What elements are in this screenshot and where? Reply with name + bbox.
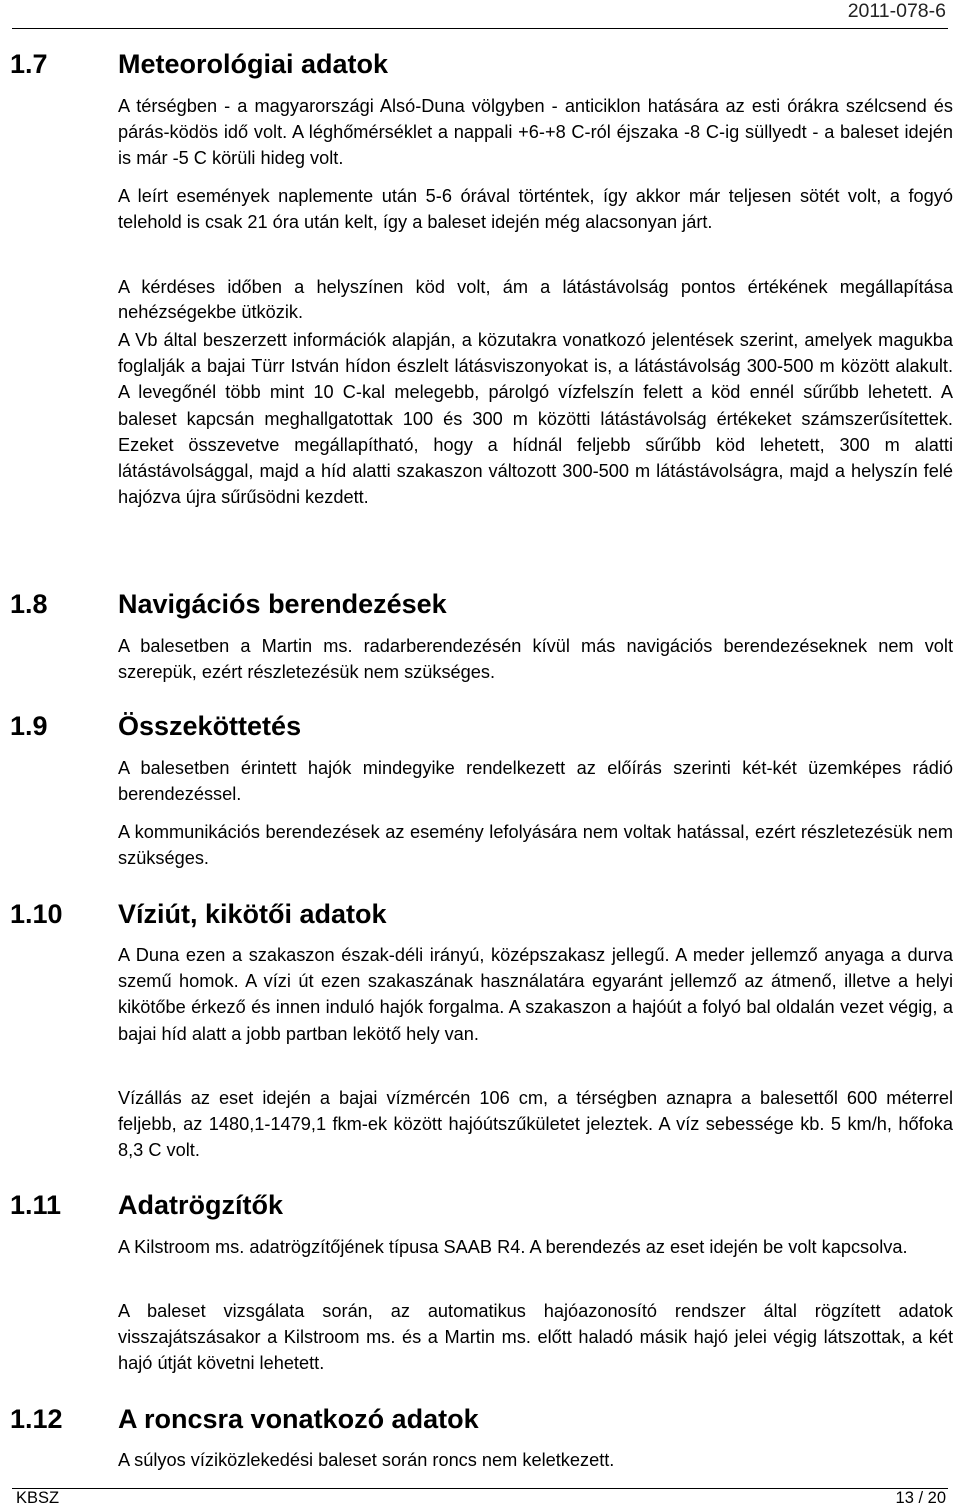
page-number: 13 / 20	[895, 1489, 946, 1507]
section-title: Víziút, kikötői adatok	[118, 899, 387, 929]
section-number: 1.10	[10, 899, 63, 929]
paragraph: A Vb által beszerzett információk alapján, a közutakra vonatkozó jelentések szerint, amelyek magukba foglalják a bajai Türr István hídon észlelt látásviszonyokat is, a látástávolság 300-500 m között alakult. A levegőnél több mint 10 C-kal melegebb, párolgó vízfelszín felett a köd ennél sűrűbb lehetett. A baleset kapcsán meghallgatottak 100 és 300 m közötti látástávolság értékeket számszerűsítettek. Ezeket összevetve megállapítható, hogy a hídnál feljebb sűrűbb köd lehetett, 300 m alatti látástávolsággal, majd a híd alatti szakaszon változott 300-500 m látástávolságra, majd a helyszín felé hajózva újra sűrűsödni kezdett.	[118, 330, 953, 508]
section-heading	[10, 1403, 479, 1435]
section-number: 1.9	[10, 711, 48, 741]
paragraph: A kérdéses időben a helyszínen köd volt, ám a látástávolság pontos értékének megállapítása nehézségekbe ütközik.	[118, 277, 953, 322]
paragraph: A balesetben érintett hajók mindegyike rendelkezett az előírás szerinti két-két üzemképes rádió berendezéssel.	[118, 758, 953, 805]
doc-id: 2011-078-6	[847, 0, 946, 22]
paragraph: A baleset vizsgálata során, az automatikus hajóazonosító rendszer által rögzített adatok visszajátszásakor a Kilstroom ms. és a Martin ms. előtt haladó másik hajó jelei végig látszottak, a két hajó útját követni lehetett.	[118, 1301, 953, 1374]
section-title: Meteorológiai adatok	[118, 49, 389, 79]
section-number: 1.8	[10, 589, 48, 619]
section-heading	[10, 48, 388, 80]
paragraph: A súlyos víziközlekedési baleset során roncs nem keletkezett.	[118, 1450, 615, 1470]
footer-rule	[12, 1488, 948, 1489]
section-number: 1.11	[10, 1190, 62, 1220]
section-title: Összeköttetés	[118, 711, 302, 741]
paragraph: A Kilstroom ms. adatrögzítőjének típusa SAAB R4. A berendezés az eset idején be volt kapcsolva.	[118, 1237, 908, 1257]
paragraph: A Duna ezen a szakaszon észak-déli irányú, középszakasz jellegű. A meder jellemző anyaga a durva szemű homok. A vízi út ezen szakaszának használatára egyaránt jellemző az átmenő, illetve a helyi kikötőbe érkező és innen induló hajók forgalma. A szakaszon a hajóút a folyó bal oldalán vezet végig, a bajai híd alatt a jobb partban lekötő hely van.	[118, 945, 953, 1044]
section-number: 1.12	[10, 1404, 63, 1434]
section-heading	[10, 588, 447, 620]
paragraph: A leírt események naplemente után 5-6 órával történtek, így akkor már teljesen sötét volt, a fogyó telehold is csak 21 óra után kelt, így a baleset idején még alacsonyan járt.	[118, 186, 953, 233]
footer-org: KBSZ	[16, 1489, 60, 1507]
paragraph: A kommunikációs berendezések az esemény lefolyására nem voltak hatással, ezért részletezésük nem szükséges.	[118, 822, 953, 869]
section-heading	[10, 710, 301, 742]
header-rule	[12, 28, 948, 29]
paragraph: Vízállás az eset idején a bajai vízmércén 106 cm, a térségben aznapra a balesettől 600 méterrel feljebb, az 1480,1-1479,1 fkm-ek között hajóútszűkületet jeleztek. A víz sebessége kb. 5 km/h, hőfoka 8,3 C volt.	[118, 1088, 953, 1161]
section-title: Navigációs berendezések	[118, 589, 447, 619]
paragraph: A balesetben a Martin ms. radarberendezésén kívül más navigációs berendezéseknek nem volt szerepük, ezért részletezésük nem szükséges.	[118, 636, 953, 683]
section-title: A roncsra vonatkozó adatok	[118, 1404, 479, 1434]
section-title: Adatrögzítők	[118, 1190, 283, 1220]
section-number: 1.7	[10, 49, 48, 79]
paragraph: A térségben - a magyarországi Alsó-Duna völgyben - anticiklon hatására az esti órákra szélcsend és párás-ködös idő volt. A léghőmérséklet a nappali +6-+8 C-ról éjszaka -8 C-ig süllyedt - a baleset idején is már -5 C körüli hideg volt.	[118, 96, 953, 169]
section-heading	[10, 1189, 283, 1221]
section-heading	[10, 898, 387, 930]
